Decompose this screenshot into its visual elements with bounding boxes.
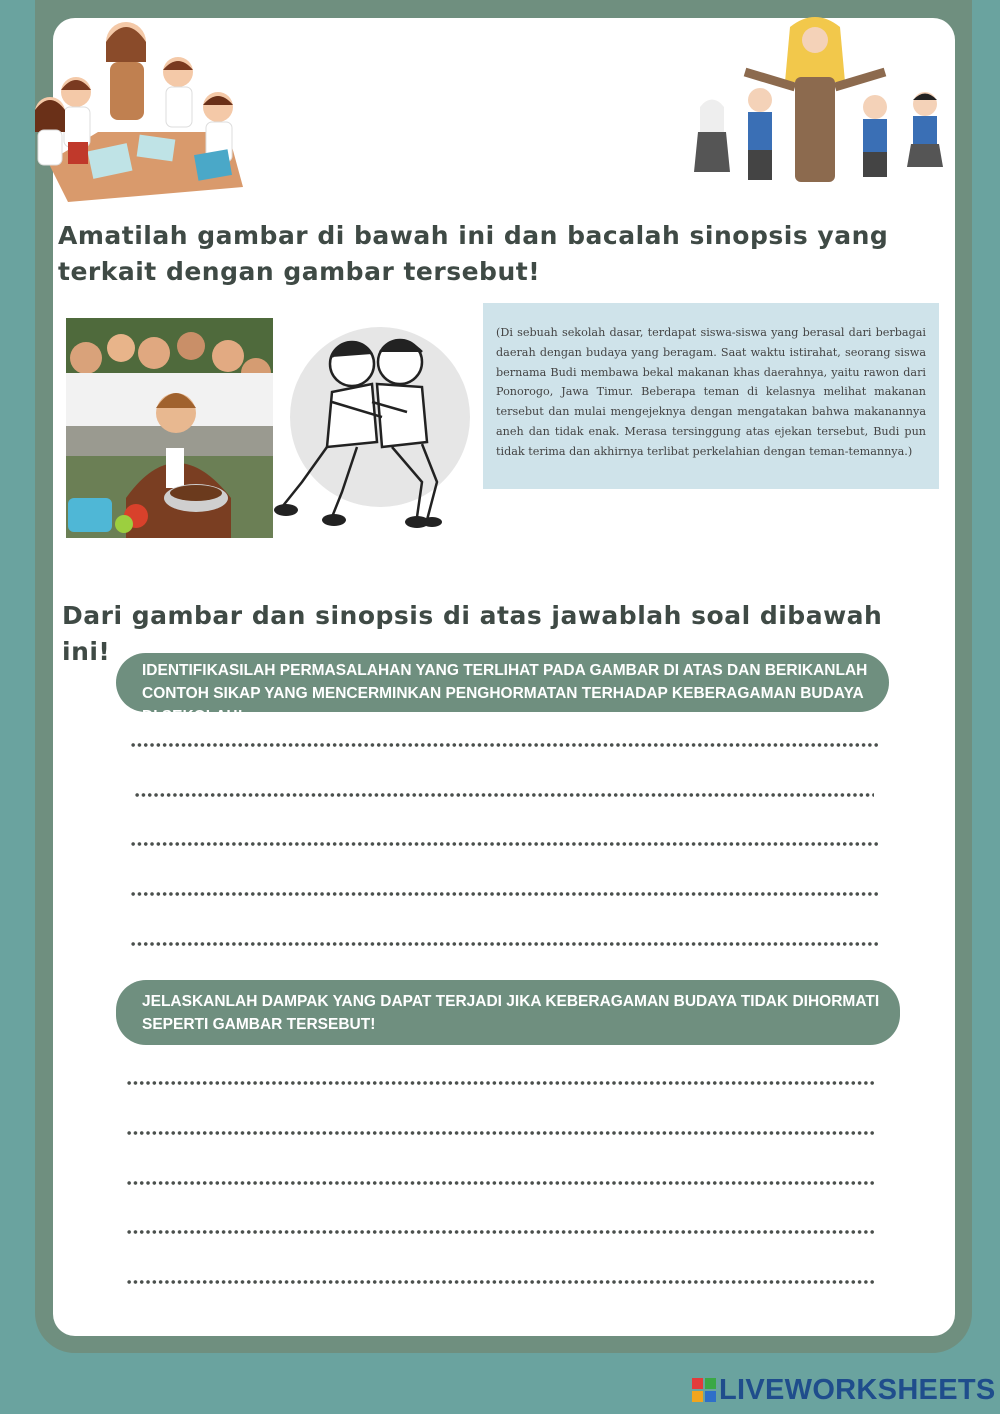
- question-1-banner: IDENTIFIKASILAH PERMASALAHAN YANG TERLIHAT PADA GAMBAR DI ATAS DAN BERIKANLAH CONTOH SIKAP YANG MENCERMINKAN PENGHORMATAN TERHADAP KEBERAGAMAN BUDAYA DI SEKOLAH!: [116, 653, 889, 712]
- answer-line-q2-1[interactable]: [126, 1080, 874, 1086]
- synopsis-text: (Di sebuah sekolah dasar, terdapat siswa-siswa yang berasal dari berbagai daerah dengan budaya yang beragam. Saat waktu istirahat, seorang siswa bernama Budi membawa bekal makanan khas daerahnya, yaitu rawon dari Ponorogo, Jawa Timur. Beberapa teman di kelasnya melihat makanan tersebut dan mulai mengejeknya dengan mengatakan bahwa makanannya aneh dan tidak enak. Merasa tersinggung atas ejekan tersebut, Budi pun tidak terima dan akhirnya terlibat perkelahian dengan teman-temannya.): [496, 326, 926, 458]
- answer-line-q1-5[interactable]: [130, 941, 878, 947]
- answer-line-q1-3[interactable]: [130, 841, 878, 847]
- student-mocked-photo: [66, 318, 273, 538]
- answer-line-q1-2[interactable]: [134, 792, 874, 798]
- answer-line-q2-4[interactable]: [126, 1229, 874, 1235]
- answer-line-q2-2[interactable]: [126, 1130, 874, 1136]
- teacher-students-clipart: [28, 12, 258, 207]
- instruction-heading: Amatilah gambar di bawah ini dan bacalah sinopsis yang terkait dengan gambar tersebut!: [58, 221, 889, 286]
- synopsis-box: [483, 303, 939, 489]
- answer-line-q2-3[interactable]: [126, 1180, 874, 1186]
- answer-line-q1-1[interactable]: [130, 742, 878, 748]
- brand-name: LIVEWORKSHEETS: [719, 1373, 996, 1406]
- answer-line-q1-4[interactable]: [130, 891, 878, 897]
- liveworksheets-brand[interactable]: [692, 1372, 996, 1408]
- liveworksheets-logo-icon: [692, 1378, 716, 1402]
- boys-fighting-drawing: [272, 322, 470, 534]
- question-2-banner: JELASKANLAH DAMPAK YANG DAPAT TERJADI JIKA KEBERAGAMAN BUDAYA TIDAK DIHORMATI SEPERTI GAMBAR TERSEBUT!: [116, 980, 900, 1045]
- question-intro-heading: Dari gambar dan sinopsis di atas jawablah soal dibawah ini!: [62, 601, 883, 666]
- answer-line-q2-5[interactable]: [126, 1279, 874, 1285]
- hijab-teacher-students-clipart: [690, 12, 952, 194]
